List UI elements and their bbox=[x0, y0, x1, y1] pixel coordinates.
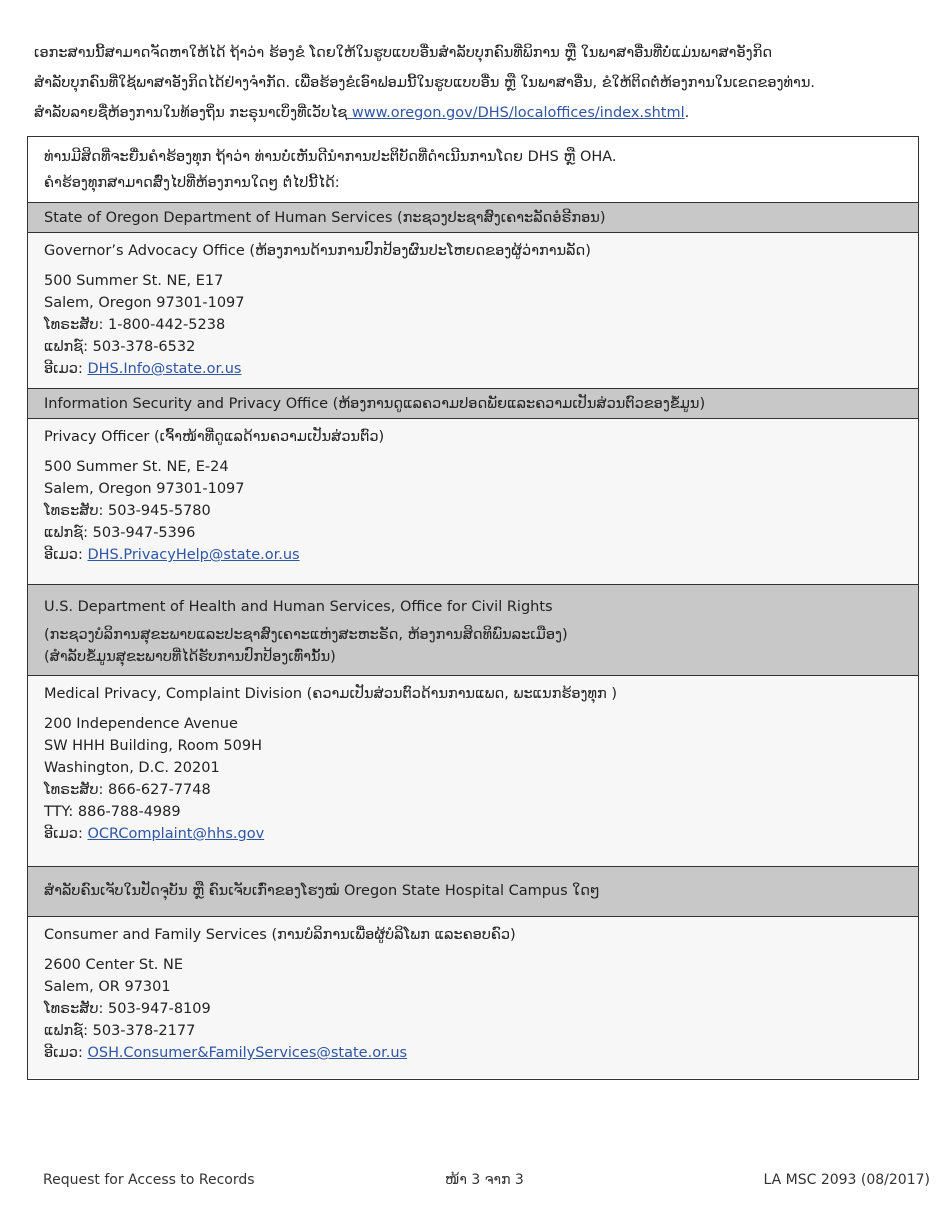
footer-form-title: Request for Access to Records bbox=[43, 1172, 255, 1188]
address-line: Washington, D.C. 20201 bbox=[44, 760, 220, 776]
section-title: Information Security and Privacy Office (ຫ້ອງການດູແລຄວາມປອດພັຍແລະຄວາມເປັນສ່ວນຕົວຂອງຂໍ້ມູນ) bbox=[44, 396, 706, 412]
address-line: 500 Summer St. NE, E-24 bbox=[44, 459, 229, 475]
section-header-dhs bbox=[28, 202, 918, 233]
email-label: ອີເມວ: bbox=[44, 547, 88, 563]
intro-line: ເອກະສານນີ້ສາມາດຈັດຫາໃຫ້ໄດ້ ຖ້າວ່າ ຮ້ອງຂໍ ໂດຍໃຫ້ໃນຮູບແບບອື່ນສຳລັບບຸກຄົນທີ່ພິການ ຫຼື ໃນພາສາອື່ນທີ່ບໍ່ແມ່ນພາສາອັງກິດ bbox=[34, 45, 773, 61]
fax-number: ແຟກຊ໌: 503-378-6532 bbox=[44, 339, 196, 355]
address-line: Salem, OR 97301 bbox=[44, 979, 171, 995]
address-line: 500 Summer St. NE, E17 bbox=[44, 273, 224, 289]
phone-number: ໂທຣະສັບ: 1-800-442-5238 bbox=[44, 317, 226, 333]
email-link-privacy[interactable]: DHS.PrivacyHelp@state.or.us bbox=[87, 547, 300, 563]
address-line: Salem, Oregon 97301-1097 bbox=[44, 481, 245, 497]
fax-number: ແຟກຊ໌: 503-378-2177 bbox=[44, 1023, 196, 1039]
email-line bbox=[44, 1042, 902, 1064]
footer-page-number: ໜ້າ 3 ຈາກ 3 bbox=[445, 1172, 524, 1188]
section-title-sub: (ກະຊວງບໍລິການສຸຂະພາບແລະປະຊາສົງເຄາະແຫ່ງສະຫະຣັດ, ຫ້ອງການສິດທິພົນລະເມືອງ) bbox=[44, 627, 568, 643]
complaint-contacts-table bbox=[27, 136, 919, 1080]
phone-number: ໂທຣະສັບ: 503-947-8109 bbox=[44, 1001, 211, 1017]
email-line bbox=[44, 823, 902, 845]
intro-line: ສຳລັບບຸກຄົນທີ່ໃຊ້ພາສາອັງກິດໄດ້ຢ່າງຈຳກັດ. ເພື່ອຮ້ອງຂໍເອົາຟອມນີ້ໃນຮູບແບບອື່ນ ຫຼື ໃນພາສາອື່ນ, ຂໍໃຫ້ຕິດຕໍ່ຫ້ອງການໃນເຂດຂອງທ່ານ. bbox=[34, 75, 815, 91]
office-name: Medical Privacy, Complaint Division (ຄວາມເປັນສ່ວນຕົວດ້ານການແພດ, ພະແນກຮ້ອງທຸກ ) bbox=[44, 686, 617, 702]
tty-number: TTY: 886-788-4989 bbox=[44, 804, 181, 820]
section-body-osh bbox=[28, 917, 918, 1078]
email-line bbox=[44, 544, 902, 566]
phone-number: ໂທຣະສັບ: 503-945-5780 bbox=[44, 503, 211, 519]
footer-form-id: LA MSC 2093 (08/2017) bbox=[763, 1172, 930, 1188]
section-header-hhs bbox=[28, 584, 918, 676]
section-header-privacy bbox=[28, 388, 918, 419]
email-line bbox=[44, 358, 902, 380]
phone-number: ໂທຣະສັບ: 866-627-7748 bbox=[44, 782, 211, 798]
office-name: Consumer and Family Services (ການບໍລິການເພື່ອຜູ້ບໍລິໂພກ ແລະຄອບຄົວ) bbox=[44, 927, 516, 943]
section-title: State of Oregon Department of Human Services (ກະຊວງປະຊາສົງເຄາະລັດອໍຣີກອນ) bbox=[44, 210, 606, 226]
local-offices-link[interactable]: www.oregon.gov/DHS/localoffices/index.shtml bbox=[347, 105, 685, 121]
address-line: 200 Independence Avenue bbox=[44, 716, 238, 732]
office-name: Privacy Officer (ເຈົ້າໜ້າທີ່ດູແລດ້ານຄວາມເປັນສ່ວນຕົວ) bbox=[44, 429, 385, 445]
email-link-osh[interactable]: OSH.Consumer&FamilyServices@state.or.us bbox=[87, 1045, 408, 1061]
section-title: U.S. Department of Health and Human Services, Office for Civil Rights bbox=[44, 599, 553, 615]
fax-number: ແຟກຊ໌: 503-947-5396 bbox=[44, 525, 196, 541]
intro-line-text: ສຳລັບລາຍຊື່ຫ້ອງການໃນທ້ອງຖິ່ນ ກະຣຸນາເບິ່ງທີ່ເວັບໄຊ bbox=[34, 105, 348, 121]
intro-period: . bbox=[684, 105, 690, 121]
address-line: SW HHH Building, Room 509H bbox=[44, 738, 262, 754]
email-link-hhs[interactable]: OCRComplaint@hhs.gov bbox=[87, 826, 265, 842]
email-label: ອີເມວ: bbox=[44, 361, 88, 377]
section-body-hhs bbox=[28, 676, 918, 866]
intro-paragraph bbox=[34, 38, 914, 128]
email-label: ອີເມວ: bbox=[44, 1045, 88, 1061]
section-title: ສຳລັບຄົນເຈັບໃນປັດຈຸບັນ ຫຼື ຄົນເຈັບເກົ່າຂອງໂຮງໝໍ Oregon State Hospital Campus ໃດໆ bbox=[44, 883, 600, 899]
section-title-sub: (ສຳລັບຂໍ້ມູນສຸຂະພາບທີ່ໄດ້ຮັບການປົກປ້ອງເທົ່ານັ້ນ) bbox=[44, 649, 336, 665]
address-line: 2600 Center St. NE bbox=[44, 957, 184, 973]
intro-line bbox=[34, 98, 914, 128]
section-header-osh bbox=[28, 866, 918, 917]
complaint-line: ຄຳຮ້ອງທຸກສາມາດສົ່ງໄປທີ່ຫ້ອງການໃດໆ ຕໍ່ໄປນີ້ໄດ້: bbox=[44, 175, 340, 191]
email-link-dhs[interactable]: DHS.Info@state.or.us bbox=[87, 361, 242, 377]
email-label: ອີເມວ: bbox=[44, 826, 88, 842]
address-line: Salem, Oregon 97301-1097 bbox=[44, 295, 245, 311]
office-name: Governor’s Advocacy Office (ຫ້ອງການດ້ານການປົກປ້ອງຜົນປະໂຫຍດຂອງຜູ້ວ່າການລັດ) bbox=[44, 243, 591, 259]
complaint-line: ທ່ານມີສິດທີ່ຈະຍື່ນຄຳຮ້ອງທຸກ ຖ້າວ່າ ທ່ານບໍ່ເຫັນດີນຳການປະຕິບັດທີ່ດຳເນີນການໂດຍ DHS ຫຼື OHA. bbox=[44, 149, 617, 165]
section-body-dhs bbox=[28, 233, 918, 388]
section-body-privacy bbox=[28, 419, 918, 584]
complaint-intro-cell bbox=[28, 137, 918, 202]
